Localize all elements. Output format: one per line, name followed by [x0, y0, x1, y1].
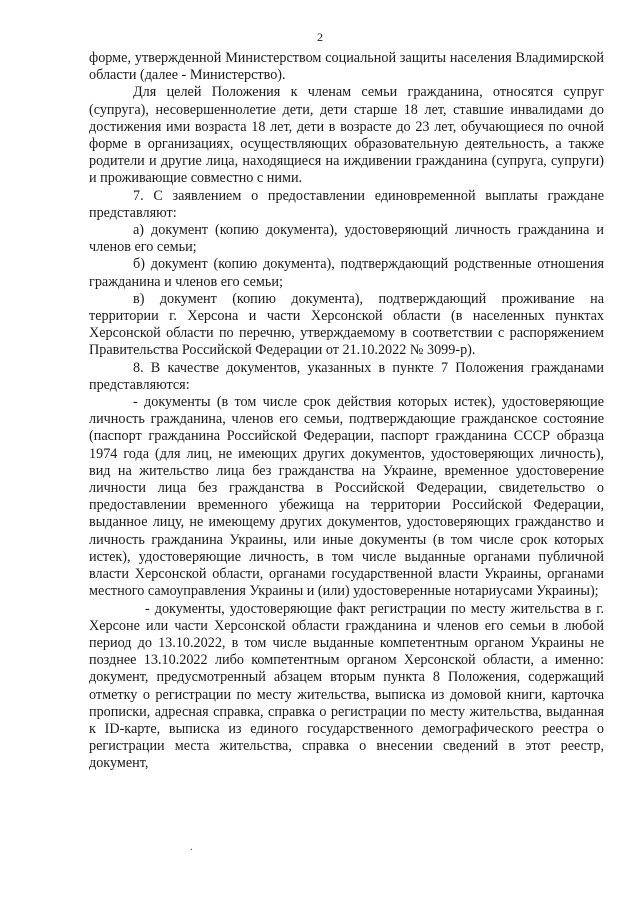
paragraph: - документы (в том числе срок действия которых истек), удостоверяющие личность гражданина, членов его семьи, подтверждающие гражданское состояние (паспорт гражданина Российской Федерации, паспорт гражданина СССР образца 1974 года (для лиц, не имеющих других документов, удостоверяющих личность), вид на жительство лица без гражданства на Украине, временное удостоверение личности лица без гражданства в Российской Федерации, свидетельство о предоставлении временного убежища на территории Российской Федерации, выданное лицу, не имеющему других документов, удостоверяющих гражданство и личность гражданина Украины, или иные документы (в том числе срок которых истек), удостоверяющие личность, в том числе выданные органами публичной власти Херсонской области, органами государственной власти Украины, органами местного самоуправления Украины и (или) удостоверенные нотариусами Украины); — [89, 394, 604, 600]
paragraph: 8. В качестве документов, указанных в пункте 7 Положения гражданами представляются: — [89, 359, 604, 393]
paragraph: форме, утвержденной Министерством социальной защиты населения Владимирской области (далее - Министерство). — [89, 50, 604, 84]
paragraph: 7. С заявлением о предоставлении единовременной выплаты граждане представляют: — [89, 187, 604, 221]
stray-mark: . — [190, 842, 193, 853]
document-body — [89, 50, 604, 773]
paragraph: Для целей Положения к членам семьи гражданина, относятся супруг (супруга), несовершеннолетие дети, дети старше 18 лет, ставшие инвалидами до достижения ими возраста 18 лет, дети в возрасте до 23 лет, обучающиеся по очной форме в организациях, осуществляющих образовательную деятельность, а также родители и другие лица, находящиеся на иждивении гражданина (супруга, супруги) и проживающие совместно с ними. — [89, 84, 604, 187]
paragraph: б) документ (копию документа), подтверждающий родственные отношения гражданина и членов его семьи; — [89, 256, 604, 290]
page-number: 2 — [317, 30, 323, 44]
paragraph: - документы, удостоверяющие факт регистрации по месту жительства в г. Херсоне или части Херсонской области гражданина и членов его семьи в любой период до 13.10.2022, в том числе выданные компетентным органом Украины не позднее 13.10.2022 либо компетентным органом Херсонской области, а именно: документ, предусмотренный абзацем вторым пункта 8 Положения, содержащий отметку о регистрации по месту жительства, выписка из домовой книги, карточка прописки, адресная справка, справка о регистрации по месту жительства, выданная к ID-карте, выписка из единого государственного демографического реестра о регистрации места жительства, справка о внесении сведений в этот реестр, документ, — [89, 600, 604, 772]
paragraph: а) документ (копию документа), удостоверяющий личность гражданина и членов его семьи; — [89, 222, 604, 256]
paragraph: в) документ (копию документа), подтверждающий проживание на территории г. Херсона и части Херсонской области (в населенных пунктах Херсонской области по перечню, утверждаемому в соответствии с распоряжением Правительства Российской Федерации от 21.10.2022 № 3099-р). — [89, 290, 604, 359]
